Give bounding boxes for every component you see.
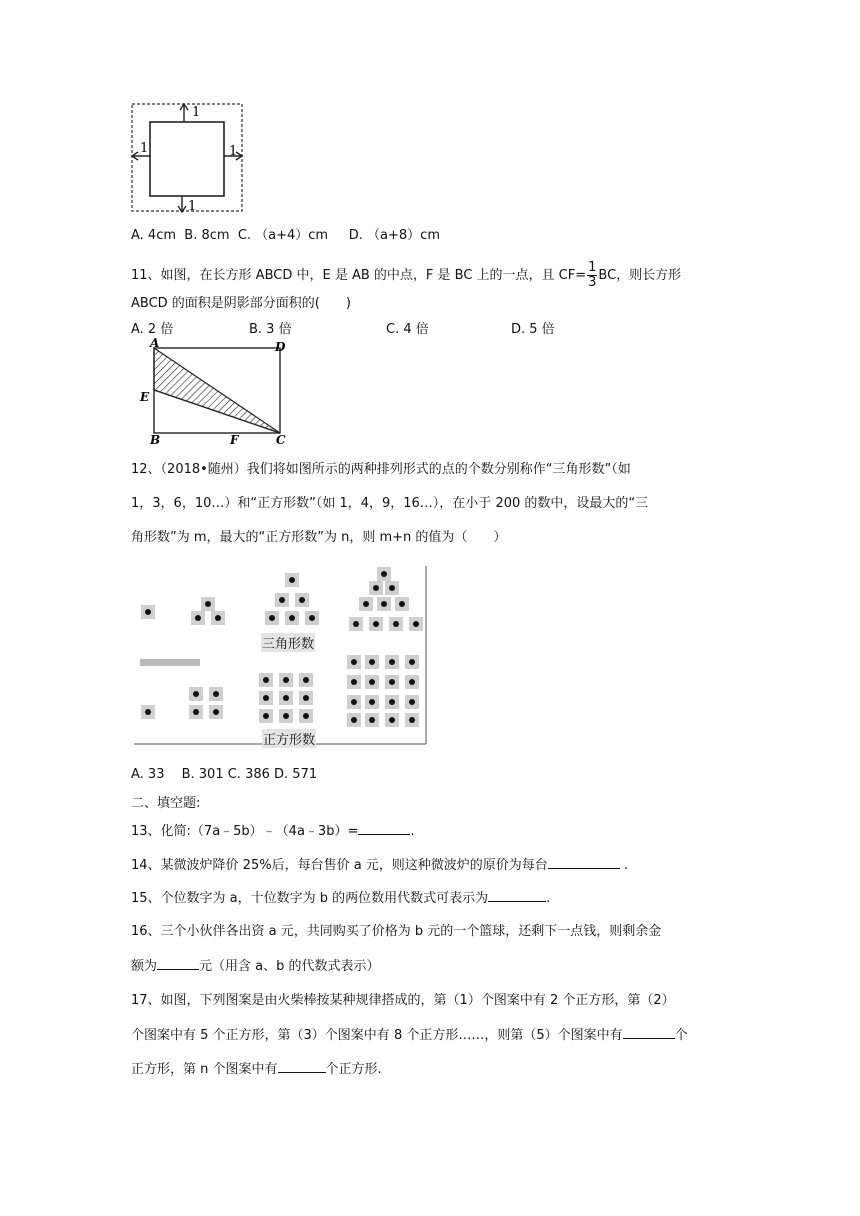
dot (211, 611, 225, 625)
q11-line2: ABCD 的面积是阴影部分面积的( ) (131, 296, 351, 311)
dot (405, 655, 419, 669)
q17-text: 正方形，第 n 个图案中有 (131, 1062, 278, 1077)
q10-options (131, 226, 440, 246)
q11-option-a: A. 2 倍 (131, 322, 174, 337)
dot (405, 713, 419, 727)
shaded-region (154, 348, 280, 433)
dot (365, 655, 379, 669)
dot (209, 687, 223, 701)
q16-end: 元（用含 a、b 的代数式表示） (199, 959, 380, 974)
q14-end: . (619, 858, 629, 873)
q13 (131, 821, 414, 842)
q15 (131, 888, 550, 909)
dot (299, 691, 313, 705)
option-a: A. 4cm (131, 228, 177, 243)
q16-text: 额为 (131, 959, 158, 974)
dot (285, 611, 299, 625)
q17-line2 (131, 1025, 688, 1046)
answer-blank[interactable] (278, 1059, 326, 1073)
q11-text: 11、如图，在长方形 ABCD 中，E 是 AB 的中点，F 是 BC 上的一点，且 CF= (131, 268, 587, 283)
q11-option-d: D. 5 倍 (511, 322, 555, 337)
q17-text-cont: 个 (674, 1028, 688, 1043)
label-f: F (230, 433, 239, 447)
q11-line1 (131, 261, 681, 290)
label-e: E (140, 390, 150, 404)
dot (347, 713, 361, 727)
option-d: D. （a+8）cm (348, 228, 440, 243)
inner-square (150, 122, 224, 196)
q17-end: 个正方形. (325, 1062, 382, 1077)
dot (259, 673, 273, 687)
dot (279, 691, 293, 705)
answer-blank[interactable] (623, 1025, 675, 1039)
dot (347, 695, 361, 709)
dot (369, 581, 383, 595)
q12-options: A. 33 B. 301 C. 386 D. 571 (131, 767, 318, 782)
dot (385, 675, 399, 689)
answer-blank[interactable] (548, 855, 620, 869)
right-label: 1 (229, 144, 238, 159)
square-number-label: 正方形数 (262, 729, 316, 748)
dot (365, 713, 379, 727)
dot (259, 691, 273, 705)
label-a: A (150, 338, 160, 350)
top-label: 1 (192, 105, 201, 120)
dot (377, 567, 391, 581)
q11-option-c: C. 4 倍 (386, 322, 429, 337)
answer-blank[interactable] (358, 821, 410, 835)
q17-text: 个图案中有 5 个正方形，第（3）个图案中有 8 个正方形……，则第（5）个图案中有 (131, 1028, 623, 1043)
dot (409, 617, 423, 631)
q17-line1: 17、如图，下列图案是由火柴棒按某种规律搭成的，第（1）个图案中有 2 个正方形，第（2） (131, 993, 675, 1008)
dot (189, 705, 203, 719)
dot (385, 713, 399, 727)
option-c: C. （a+4）cm (237, 228, 329, 243)
dot (275, 593, 289, 607)
dot (405, 695, 419, 709)
dot (285, 573, 299, 587)
dot (141, 705, 155, 719)
dot (389, 617, 403, 631)
bottom-label: 1 (188, 199, 197, 214)
dot (189, 687, 203, 701)
dot (141, 605, 155, 619)
label-b: B (150, 433, 161, 447)
dot (305, 611, 319, 625)
dot (365, 695, 379, 709)
dot (259, 709, 273, 723)
left-label: 1 (140, 141, 149, 156)
q17-line3 (131, 1059, 382, 1080)
q12-line2: 1，3，6，10…）和“正方形数”（如 1，4，9，16…），在小于 200 的数中，设最大的“三 (131, 496, 649, 511)
q16-line2 (131, 956, 380, 977)
dot (385, 695, 399, 709)
dot (385, 655, 399, 669)
q15-text: 15、个位数字为 a，十位数字为 b 的两位数用代数式可表示为 (131, 891, 489, 906)
answer-blank[interactable] (157, 956, 199, 970)
dot (369, 617, 383, 631)
dot (279, 709, 293, 723)
dot (395, 597, 409, 611)
dashed-outer-square (132, 104, 242, 211)
q16-line1: 16、三个小伙伴各出资 a 元，共同购买了价格为 b 元的一个篮球，还剩下一点钱，则剩余金 (131, 924, 662, 939)
dot-patterns (134, 566, 429, 746)
q11-text-end: BC，则长方形 (598, 268, 682, 283)
dot (299, 709, 313, 723)
dot (347, 675, 361, 689)
dot (385, 581, 399, 595)
dot (377, 597, 391, 611)
q12-line1: 12、（2018•随州）我们将如图所示的两种排列形式的点的个数分别称作“三角形数”（如 (131, 462, 631, 477)
dot (349, 617, 363, 631)
fraction-numerator: 1 (588, 260, 597, 275)
dot (365, 675, 379, 689)
q15-end: . (546, 891, 551, 906)
q10-figure (128, 100, 248, 215)
q13-text: 13、化简:（7a﹣5b）﹣（4a﹣3b）= (131, 824, 359, 839)
dot (299, 673, 313, 687)
q13-end: . (410, 824, 415, 839)
q11-option-b: B. 3 倍 (249, 322, 292, 337)
triangle-number-label: 三角形数 (261, 633, 315, 652)
q12-dot-figure (134, 566, 429, 746)
q14-text: 14、某微波炉降价 25%后，每台售价 a 元，则这种微波炉的原价为每台 (131, 858, 548, 873)
q14 (131, 855, 628, 876)
q11-rectangle-figure (136, 338, 296, 448)
dot (359, 597, 373, 611)
dot (405, 675, 419, 689)
section-heading: 二、填空题: (131, 796, 201, 811)
dot (295, 593, 309, 607)
dot (191, 611, 205, 625)
option-b: B. 8cm (184, 228, 230, 243)
q12-line3: 角形数”为 m，最大的“正方形数”为 n，则 m+n 的值为（ ） (131, 530, 507, 545)
label-c: C (276, 433, 286, 447)
dot (201, 597, 215, 611)
fraction-denominator: 3 (588, 275, 597, 290)
answer-blank[interactable] (488, 888, 546, 902)
label-d: D (275, 340, 286, 354)
dot (209, 705, 223, 719)
dot (279, 673, 293, 687)
dot (265, 611, 279, 625)
one-third-fraction (587, 261, 597, 290)
dot (347, 655, 361, 669)
